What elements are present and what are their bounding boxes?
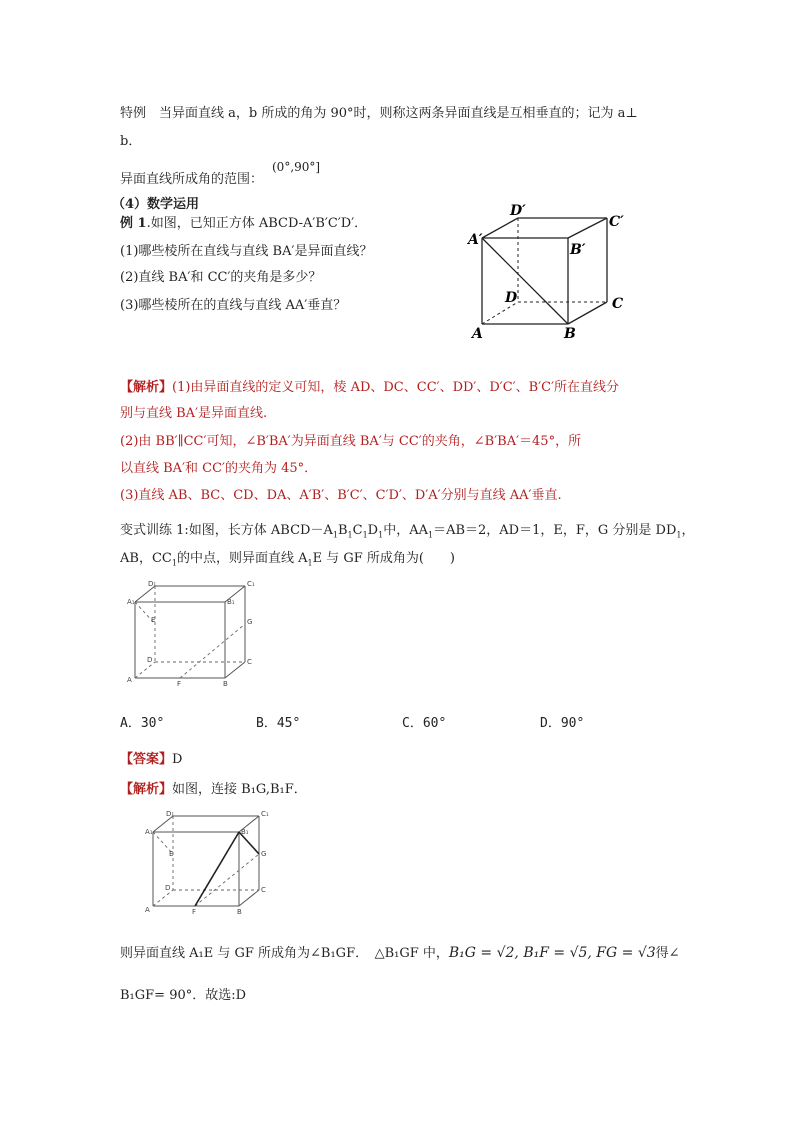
fig1-label-d: D [147, 656, 153, 664]
variant-sub-a1: 1 [307, 558, 313, 568]
range-label: 异面直线所成角的范围： [120, 172, 264, 187]
example1-analysis-5: (3)直线 AB、BC、CD、DA、A′B′、B′C′、C′D′、D′A′分别与直线 AA′垂直. [120, 488, 562, 503]
variant-line2-prefix: AB，CC [120, 551, 172, 566]
label-c: C [612, 296, 624, 312]
fig2-label-a: A [145, 906, 150, 914]
variant-line2-tail: 的中点，则异面直线 A [176, 551, 308, 566]
example1-question-1: (1)哪些棱所在直线与直线 BA′是异面直线？ [120, 244, 373, 259]
variant-line2-end: E 与 GF 所成角为( ) [312, 551, 455, 566]
cuboid-figure-1 [125, 578, 265, 688]
label-bprime: B′ [570, 242, 586, 258]
variant-line1-prefix: 变式训练 1:如图，长方体 ABCD－A [120, 523, 333, 538]
fig1-label-a1: A₁ [127, 598, 135, 606]
variant-analysis-row [120, 778, 307, 797]
fig2-label-g: G [261, 850, 267, 858]
example1-question-2: (2)直线 BA′和 CC′的夹角是多少？ [120, 270, 322, 285]
example1-analysis-3: (2)由 BB′∥CC′可知，∠B′BA′为异面直线 BA′与 CC′的夹角，∠B′BA′＝45°，所 [120, 434, 582, 449]
label-dprime: D′ [510, 203, 526, 219]
answer-tag: 【答案】 [120, 752, 173, 767]
fig1-label-g: G [247, 618, 253, 626]
special-case-line1: 特例 当异面直线 a，b 所成的角为 90°时，则称这两条异面直线是互相垂直的；记为 a⊥ [120, 106, 638, 121]
example1-label: 例 1 [120, 216, 147, 231]
variant-sub-aa1: 1 [427, 530, 434, 540]
fig2-label-a1: A₁ [145, 828, 153, 836]
fig1-label-d1: D₁ [148, 580, 157, 588]
conclusion-tail: 得∠ [655, 946, 680, 961]
example1-stem: .如图，已知正方体 ABCD-A′B′C′D′． [146, 216, 368, 231]
variant-analysis-tag: 【解析】 [120, 782, 173, 797]
option-c[interactable]: C．60° [402, 716, 447, 731]
conclusion-line1-text: 则异面直线 A₁E 与 GF 所成角为∠B₁GF． △B₁GF 中， [120, 946, 449, 961]
variant-sub-cc1: 1 [171, 558, 177, 568]
answer-row [120, 748, 182, 767]
example1-analysis-text-1: (1)由异面直线的定义可知，棱 AD、DC、CC′、DD′、D′C′、B′C′所在直线分 [172, 380, 620, 395]
segment-b1-f [195, 832, 239, 906]
example1-analysis-4: 以直线 BA′和 CC′的夹角为 45°． [120, 461, 318, 476]
fig2-label-d: D [165, 884, 171, 892]
conclusion-line2: B₁GF= 90°．故选:D [120, 988, 247, 1003]
special-case-line2: b． [120, 134, 142, 149]
variant-line1-rest: 中，AA [383, 523, 428, 538]
fig2-label-f: F [192, 908, 197, 916]
conclusion-math: B₁G = √2, B₁F = √5, FG = √3 [448, 945, 656, 961]
fig2-label-b1: B₁ [241, 828, 249, 836]
example1-analysis-1 [120, 376, 619, 395]
example1-stem-row [120, 212, 367, 231]
fig1-label-b: B [223, 680, 228, 688]
option-b[interactable]: B．45° [256, 716, 301, 731]
conclusion-line1 [120, 942, 680, 961]
section-heading: （4）数学运用 [112, 197, 200, 212]
label-cprime: C′ [609, 214, 624, 230]
variant-sub: 1 [332, 530, 338, 540]
label-b: B [564, 326, 576, 342]
edge-aprime-dprime [482, 218, 518, 238]
answer-value: D [172, 752, 183, 767]
variant-line1: 变式训练 1:如图，长方体 $ABCD-A_1B_1C_1D_1$中，$AA_1=AB=2$，AD＝1，E，F，G 分别是 $DD_1$， [120, 523, 695, 540]
cube-figure [462, 200, 632, 345]
edge-b-c [568, 302, 607, 324]
fig2-label-c: C [261, 886, 266, 894]
option-a[interactable]: A．30° [120, 716, 165, 731]
range-value: (0°,90°] [272, 160, 321, 174]
fig2-label-b: B [237, 908, 242, 916]
label-d: D [505, 290, 518, 306]
variant-line2 [120, 547, 455, 568]
fig1-label-c: C [247, 658, 252, 666]
fig1-label-b1: B₁ [227, 598, 235, 606]
fig2-label-d1: D₁ [166, 810, 175, 818]
example1-analysis-tag: 【解析】 [120, 380, 173, 395]
example1-question-3: (3)哪些棱所在的直线与直线 AA′垂直？ [120, 298, 347, 313]
fig1-label-a: A [127, 676, 132, 684]
fig1-label-f: F [177, 680, 182, 688]
cuboid-figure-2 [143, 806, 278, 916]
variant-b1c1d1: $B_1C_1D_1$ [337, 523, 384, 540]
variant-analysis-line: 如图，连接 B₁G,B₁F． [172, 782, 307, 797]
fig1-label-c1: C₁ [247, 580, 255, 588]
label-aprime: A′ [468, 232, 483, 248]
label-a: A [472, 326, 483, 342]
fig2-label-c1: C₁ [261, 810, 269, 818]
fig1-label-e: E [151, 616, 156, 624]
variant-sub-dd1: 1 [676, 530, 682, 540]
option-d[interactable]: D．90° [540, 716, 585, 731]
example1-analysis-2: 别与直线 BA′是异面直线. [120, 406, 268, 421]
fig2-label-e: E [169, 850, 174, 858]
diagonal-b-aprime [482, 238, 568, 324]
variant-line1-tail: ＝AB＝2，AD＝1，E，F，G 分别是 DD [433, 523, 677, 538]
edge-bprime-cprime [568, 218, 607, 238]
